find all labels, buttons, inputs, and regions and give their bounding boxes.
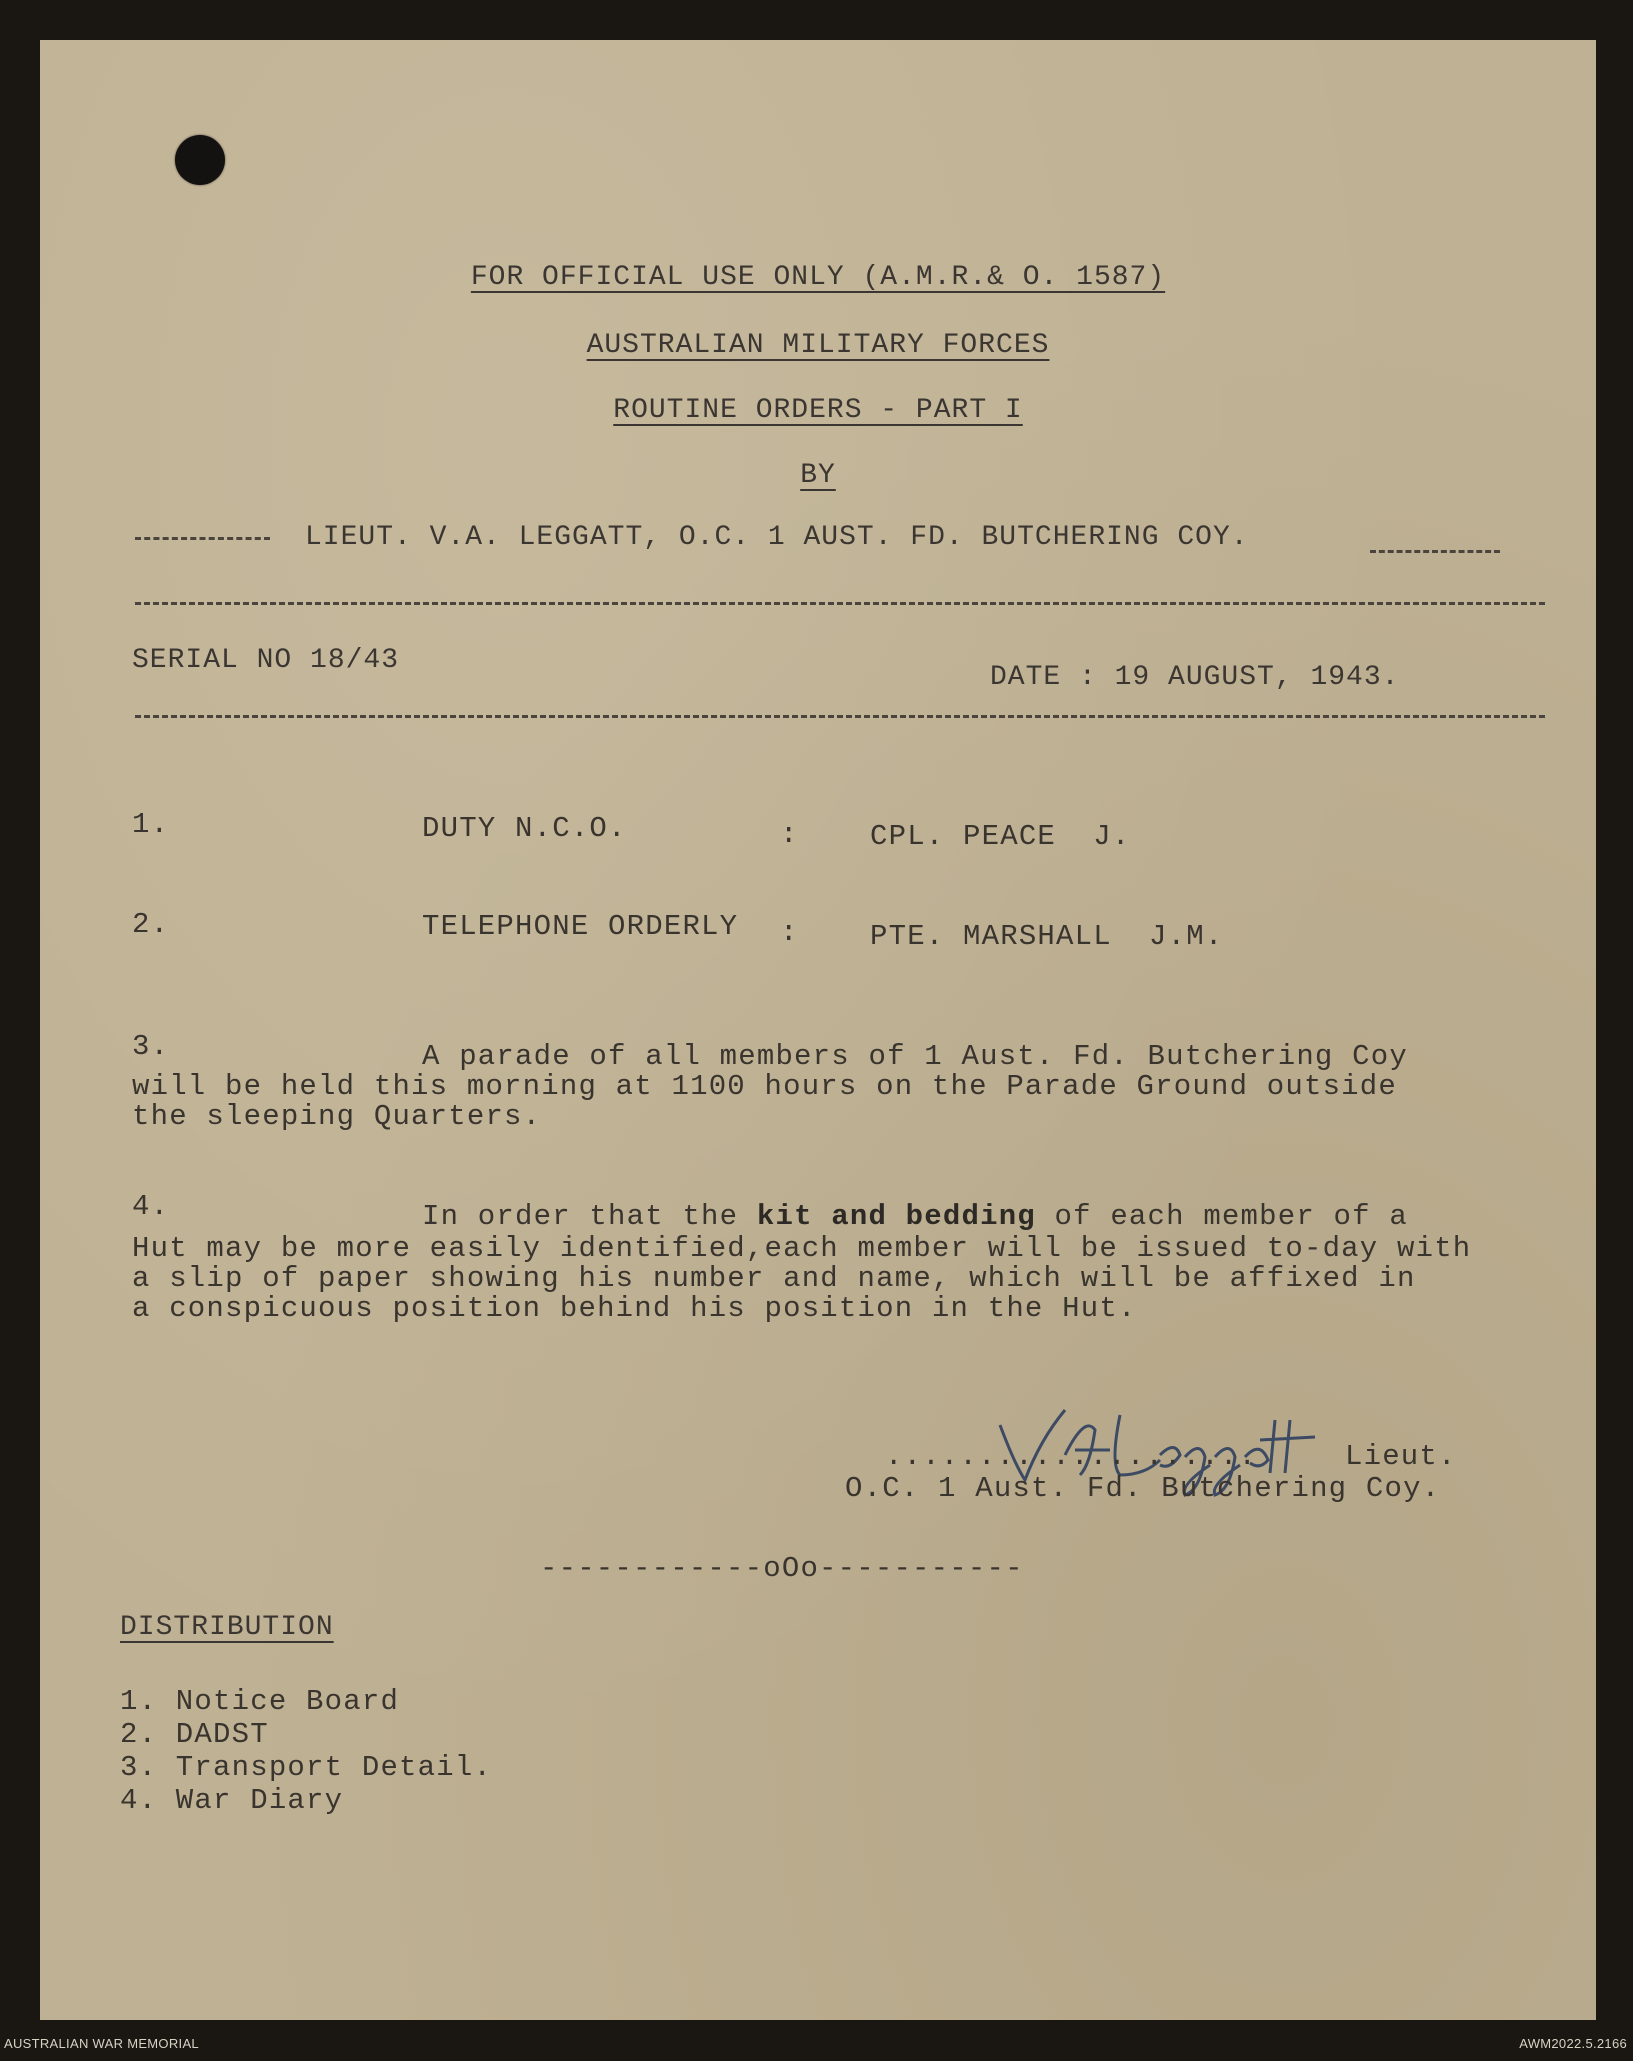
end-separator: ------------oOo----------- <box>540 1552 1024 1585</box>
distribution-item: 1. Notice Board <box>120 1685 400 1718</box>
item-2-separator: : <box>780 916 799 949</box>
para4-number: 4. <box>132 1190 170 1223</box>
distribution-item: 2. DADST <box>120 1718 269 1751</box>
officer-line: LIEUT. V.A. LEGGATT, O.C. 1 AUST. FD. BUTCHERING COY. <box>305 522 1249 553</box>
footer-reference: AWM2022.5.2166 <box>1519 2036 1627 2051</box>
signature-rank: Lieut. <box>1345 1440 1457 1473</box>
header-by: BY <box>800 460 836 491</box>
rule-dashes-2 <box>135 715 1545 718</box>
footer-institution: AUSTRALIAN WAR MEMORIAL <box>4 2036 199 2051</box>
item-1-number: 1. <box>132 808 170 841</box>
signature-unit: O.C. 1 Aust. Fd. Butchering Coy. <box>845 1472 1441 1505</box>
item-2-number: 2. <box>132 908 170 941</box>
para4-line1-c: of each member of a <box>1035 1200 1408 1233</box>
para3-line3: the sleeping Quarters. <box>132 1100 542 1133</box>
para3-number: 3. <box>132 1030 170 1063</box>
para4-line1 <box>422 1200 1408 1233</box>
header-forces: AUSTRALIAN MILITARY FORCES <box>586 330 1050 361</box>
para4-line1-bold: kit and bedding <box>756 1200 1036 1233</box>
officer-dashes-right <box>1370 550 1500 553</box>
order-date: DATE : 19 AUGUST, 1943. <box>990 662 1400 693</box>
item-2-role: TELEPHONE ORDERLY <box>422 910 739 943</box>
item-1-separator: : <box>780 818 799 851</box>
para4-line2: Hut may be more easily identified,each member will be issued to-day with <box>132 1232 1472 1265</box>
para3-line1: A parade of all members of 1 Aust. Fd. Butchering Coy <box>422 1040 1408 1073</box>
signature-dots: .................... <box>885 1440 1258 1473</box>
distribution-heading: DISTRIBUTION <box>120 1612 334 1643</box>
officer-dashes-left <box>135 537 270 540</box>
rule-dashes-1 <box>135 602 1545 605</box>
para4-line1-a: In order that the <box>422 1200 757 1233</box>
serial-number: SERIAL NO 18/43 <box>132 645 400 676</box>
para4-line3: a slip of paper showing his number and name, which will be affixed in <box>132 1262 1416 1295</box>
header-routine-orders: ROUTINE ORDERS - PART I <box>613 395 1023 426</box>
document-page <box>40 40 1596 2020</box>
header-official-use: FOR OFFICIAL USE ONLY (A.M.R.& O. 1587) <box>470 262 1166 293</box>
item-1-role: DUTY N.C.O. <box>422 812 627 845</box>
item-2-person: PTE. MARSHALL J.M. <box>870 920 1224 953</box>
item-1-person: CPL. PEACE J. <box>870 820 1131 853</box>
distribution-item: 4. War Diary <box>120 1784 344 1817</box>
distribution-item: 3. Transport Detail. <box>120 1751 493 1784</box>
punch-hole <box>175 135 225 185</box>
para4-line4: a conspicuous position behind his position in the Hut. <box>132 1292 1137 1325</box>
para3-line2: will be held this morning at 1100 hours on the Parade Ground outside <box>132 1070 1397 1103</box>
